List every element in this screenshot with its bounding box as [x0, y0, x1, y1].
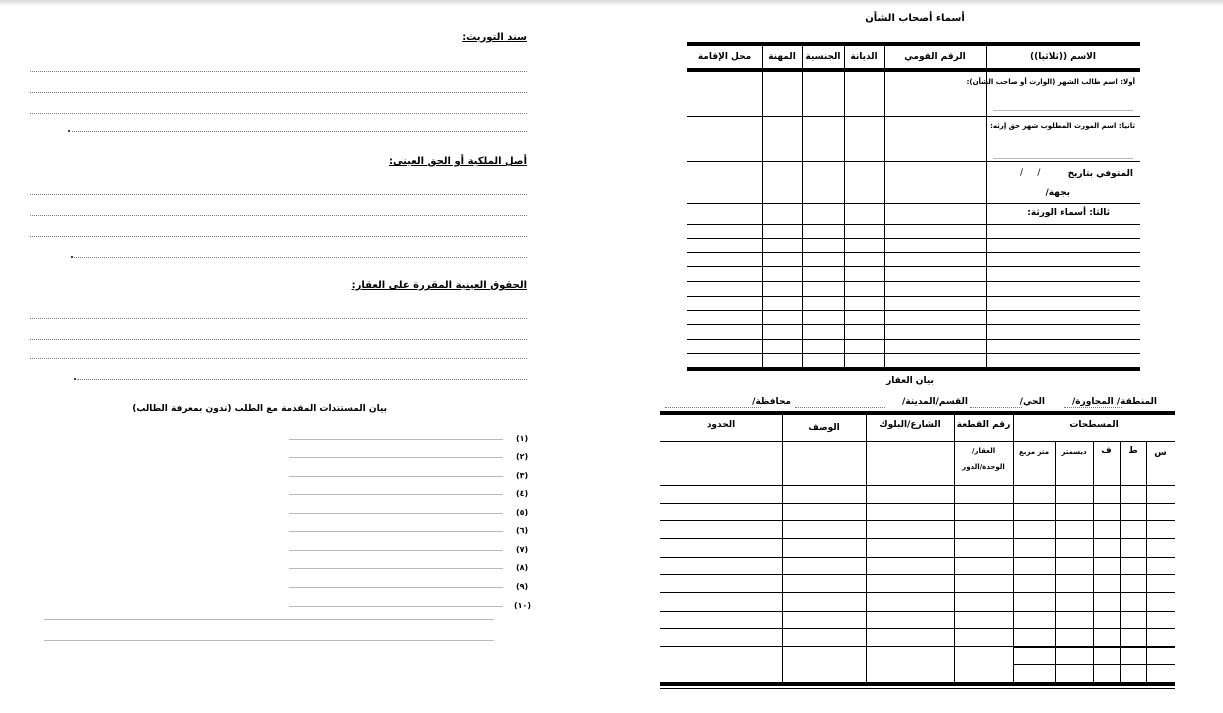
column-divider: [844, 46, 845, 368]
document-line-9[interactable]: [289, 587, 503, 588]
heir-row[interactable]: [687, 296, 1140, 297]
header-areas: المسطحات: [1069, 420, 1119, 430]
applicant-name-line[interactable]: [993, 110, 1133, 111]
section-title-ownership-origin: أصل الملكية أو الحق العينى:: [388, 156, 527, 167]
row-divider: [687, 116, 1140, 117]
row-divider: [687, 224, 1140, 225]
property-title: بيان العقار: [886, 376, 934, 386]
property-row[interactable]: [660, 520, 1175, 521]
document-number-7: (٧): [516, 545, 529, 554]
area-field[interactable]: [1064, 407, 1122, 408]
document-line-3[interactable]: [289, 476, 503, 477]
document-number-4: (٤): [516, 489, 529, 498]
header-street-block: الشارع/البلوك: [879, 420, 941, 430]
header-religion: الديانة: [850, 52, 878, 62]
fill-line[interactable]: [30, 194, 527, 195]
subheader-feddan: ف: [1101, 446, 1112, 456]
heir-row[interactable]: [687, 339, 1140, 340]
document-line-8[interactable]: [289, 568, 503, 569]
heir-row[interactable]: [687, 238, 1140, 239]
document-number-6: (٦): [516, 526, 529, 535]
row-divider: [687, 203, 1140, 204]
section-title-property-rights: الحقوق العينية المقررة على العقار:: [351, 280, 527, 291]
city-label: القسم/المدينة/: [902, 397, 968, 407]
unit-label-floor: الوحدة/الدور: [962, 463, 1005, 471]
governorate-field[interactable]: [665, 407, 761, 408]
heir-row[interactable]: [687, 310, 1140, 311]
document-line-2[interactable]: [289, 457, 503, 458]
owners-title: أسماء أصحاب الشأن: [865, 13, 965, 24]
fill-line[interactable]: [30, 113, 527, 114]
fill-line[interactable]: [30, 339, 527, 340]
death-date-slashes[interactable]: / /: [1020, 168, 1041, 178]
property-row[interactable]: [660, 611, 1175, 612]
document-number-10: (١٠): [514, 601, 532, 610]
heirs-label: ثالثا: أسماء الورثة:: [1027, 208, 1110, 218]
property-row[interactable]: [660, 503, 1175, 504]
property-row[interactable]: [660, 485, 1175, 486]
fill-line[interactable]: [30, 358, 527, 359]
area-label: المنطقة/ المجاورة/: [1071, 397, 1157, 407]
fill-line[interactable]: [30, 318, 527, 319]
end-dot: [68, 130, 70, 132]
heir-row[interactable]: [687, 252, 1140, 253]
fill-line[interactable]: [30, 236, 527, 237]
header-plot-number: رقم القطعة: [956, 420, 1011, 430]
fill-line[interactable]: [72, 131, 527, 132]
document-number-8: (٨): [516, 563, 529, 572]
extra-line[interactable]: [44, 619, 494, 620]
totals-top-border: [1013, 646, 1175, 648]
header-residence: محل الإقامة: [697, 52, 752, 62]
heir-row[interactable]: [687, 266, 1140, 267]
column-divider: [954, 415, 955, 683]
table-bottom-border: [687, 367, 1140, 371]
extra-line[interactable]: [44, 640, 494, 641]
table-top-border: [687, 42, 1140, 46]
page-top-shadow: [0, 0, 1223, 6]
section-title-inheritance-deed: سند التوريث:: [462, 32, 527, 43]
column-divider: [762, 46, 763, 368]
property-row[interactable]: [660, 592, 1175, 593]
column-divider: [884, 46, 885, 368]
column-divider: [802, 46, 803, 368]
property-row[interactable]: [660, 557, 1175, 558]
property-table-bottom-border: [660, 682, 1175, 686]
property-row[interactable]: [660, 574, 1175, 575]
totals-row[interactable]: [1013, 664, 1175, 665]
fill-line[interactable]: [77, 379, 527, 380]
end-dot: [74, 378, 76, 380]
deceased-name-line[interactable]: [993, 158, 1133, 159]
death-place-label: بجهة/: [1045, 188, 1070, 198]
heir-row[interactable]: [687, 281, 1140, 282]
document-line-4[interactable]: [289, 494, 503, 495]
column-divider: [782, 415, 783, 683]
deceased-name-label: ثانيا: اسم المورث المطلوب شهر حق إرثه:: [990, 122, 1135, 130]
property-row[interactable]: [660, 628, 1175, 629]
fill-line[interactable]: [74, 257, 527, 258]
end-dot: [71, 256, 73, 258]
fill-line[interactable]: [30, 215, 527, 216]
subheader-sahm: س: [1154, 448, 1167, 458]
governorate-label: محافظة/: [752, 397, 791, 407]
header-boundaries: الحدود: [706, 420, 736, 430]
document-number-1: (١): [516, 434, 529, 443]
document-number-5: (٥): [516, 508, 529, 517]
applicant-label: أولا: اسم طالب الشهر (الوارث أو صاحب الشأن):: [966, 78, 1135, 86]
property-row[interactable]: [660, 538, 1175, 539]
document-number-9: (٩): [516, 582, 529, 591]
heir-row[interactable]: [687, 324, 1140, 325]
subheader-qirat: ط: [1128, 446, 1138, 456]
header-name: الاسم ((ثلاثيا)): [1030, 52, 1096, 62]
document-number-3: (٣): [516, 471, 529, 480]
header-profession: المهنة: [768, 52, 796, 62]
heir-row[interactable]: [687, 353, 1140, 354]
subheader-decimeter: ديسمتر: [1061, 448, 1087, 456]
header-nationality: الجنسية: [805, 52, 841, 62]
document-line-5[interactable]: [289, 513, 503, 514]
property-table-bottom-rule: [660, 688, 1175, 689]
header-bottom-border: [687, 68, 1140, 72]
fill-line[interactable]: [30, 71, 527, 72]
documents-title: بيان المستندات المقدمة مع الطلب (تدون بمعرفة الطالب): [132, 404, 387, 414]
column-divider: [866, 415, 867, 683]
subheader-square-meter: متر مربع: [1018, 448, 1050, 456]
header-divider: [660, 441, 1175, 442]
district-label: الحي/: [1019, 397, 1045, 407]
document-line-10[interactable]: [289, 606, 503, 607]
document-line-7[interactable]: [289, 550, 503, 551]
document-line-6[interactable]: [289, 531, 503, 532]
property-table-top-border: [660, 411, 1175, 415]
district-field[interactable]: [970, 407, 1022, 408]
document-line-1[interactable]: [289, 439, 503, 440]
fill-line[interactable]: [30, 92, 527, 93]
document-number-2: (٢): [516, 452, 529, 461]
header-description: الوصف: [808, 423, 840, 433]
city-field[interactable]: [795, 407, 885, 408]
death-date-label: المتوفي بتاريخ: [1067, 169, 1133, 179]
header-national-id: الرقم القومي: [904, 52, 966, 62]
column-divider: [986, 46, 987, 368]
unit-label-property: العقار/: [971, 447, 996, 455]
row-divider: [687, 161, 1140, 162]
